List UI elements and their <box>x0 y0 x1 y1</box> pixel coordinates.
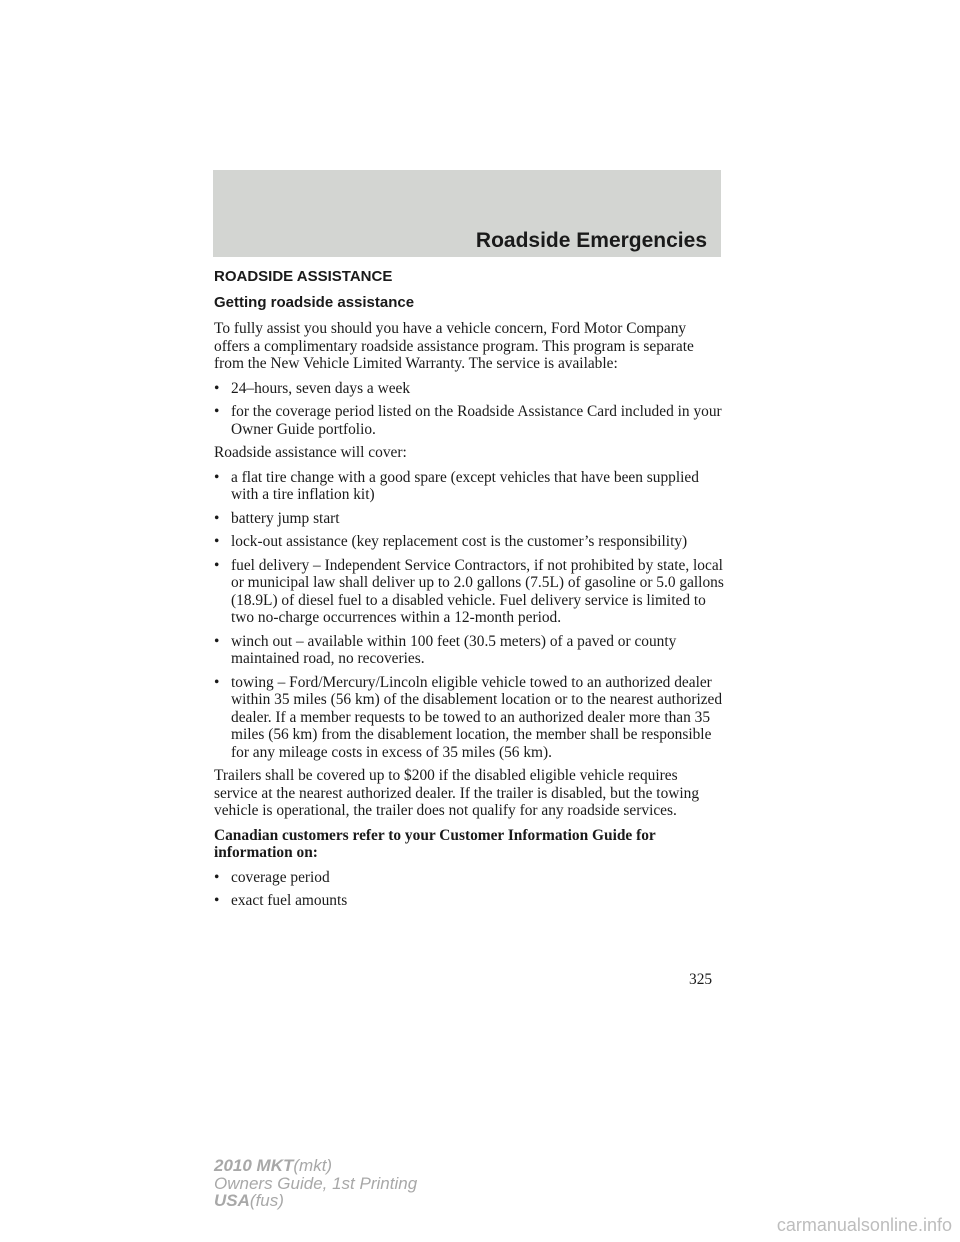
list-item: • towing – Ford/Mercury/Lincoln eligible vehicle towed to an authorized dealer within 35 miles (56 km) of the disablement location or to the nearest authorized dealer. If a member requests to be towed to an authorized dealer more than 35 miles (56 km) from the disablement location, the member shall be responsible for any mileage costs in excess of 35 miles (56 km). <box>214 673 723 761</box>
section-header-title: Roadside Emergencies <box>475 229 707 252</box>
page-number: 325 <box>689 971 713 988</box>
section-title: ROADSIDE ASSISTANCE <box>214 268 393 285</box>
list-item: • for the coverage period listed on the Roadside Assistance Card included in your Owner Guide portfolio. <box>214 403 722 438</box>
bullet-icon: • <box>214 379 220 397</box>
bullet-icon: • <box>214 556 220 574</box>
bullet-icon: • <box>214 868 220 886</box>
list-item: • exact fuel amounts <box>214 892 348 909</box>
bullet-icon: • <box>214 403 220 420</box>
list-item: • coverage period <box>214 868 330 886</box>
bullet-icon: • <box>214 892 220 909</box>
list-item: • fuel delivery – Independent Service Contractors, if not prohibited by state, local or municipal law shall deliver up to 2.0 gallons (7.5L) of gasoline or 5.0 gallons (18.9L) of diesel fuel to a disabled vehicle. Fuel delivery service is limited to two no-charge occurrences within a 12-month period. <box>214 556 724 626</box>
subsection-title: Getting roadside assistance <box>214 294 415 311</box>
canadian-list <box>214 869 724 910</box>
bullet-icon: • <box>214 533 220 550</box>
bullet-icon: • <box>214 673 220 691</box>
section-header-band <box>213 170 721 257</box>
document-footer <box>214 1157 417 1210</box>
coverage-intro: Roadside assistance will cover: <box>214 444 407 461</box>
trailers-paragraph: Trailers shall be covered up to $200 if the disabled eligible vehicle requires service at the nearest authorized dealer. If the trailer is disabled, but the towing vehicle is operational, the trailer does not qualify for any roadside services. <box>214 767 700 819</box>
list-item: • winch out – available within 100 feet (30.5 meters) of a paved or county maintained road, no recoveries. <box>214 632 677 667</box>
bullet-icon: • <box>214 509 220 527</box>
coverage-list <box>214 469 724 762</box>
list-item: • battery jump start <box>214 509 340 527</box>
canadian-note: Canadian customers refer to your Customer Information Guide for information on: <box>214 826 656 861</box>
list-item: • a flat tire change with a good spare (except vehicles that have been supplied with a tire inflation kit) <box>214 468 699 503</box>
page-content <box>214 268 724 916</box>
list-item: • lock-out assistance (key replacement cost is the customer’s responsibility) <box>214 533 688 550</box>
footer-line-3: USA(fus) <box>214 1191 284 1210</box>
bullet-icon: • <box>214 468 220 486</box>
site-watermark: carmanualsonline.info <box>776 1215 952 1235</box>
footer-line-2: Owners Guide, 1st Printing <box>214 1173 418 1193</box>
bullet-icon: • <box>214 632 220 650</box>
list-item: • 24–hours, seven days a week <box>214 379 411 397</box>
intro-paragraph: To fully assist you should you have a vehicle concern, Ford Motor Company offers a complimentary roadside assistance program. This program is separate from the New Vehicle Limited Warranty. The service is available: <box>214 320 694 372</box>
footer-line-1: 2010 MKT(mkt) <box>214 1156 333 1175</box>
availability-list <box>214 380 724 439</box>
